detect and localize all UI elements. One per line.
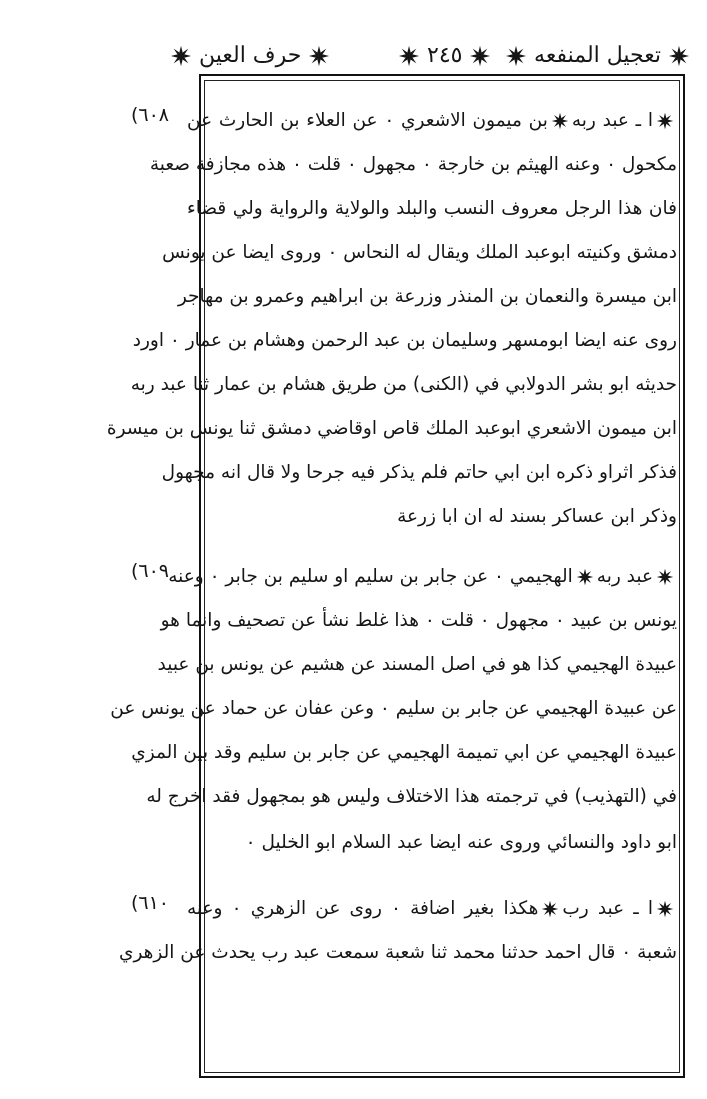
text-line: عن عبيدة الهجيمي عن جابر بن سليم ٠ وعن عفان عن حماد عن يونس عن: [110, 698, 677, 719]
ornament-icon: [308, 45, 330, 67]
page-number: ٢٤٥: [427, 43, 463, 68]
page-number-header: [398, 36, 491, 76]
text-line: فان هذا الرجل معروف النسب والبلد والولاية والرواية ولي قضاء: [187, 198, 677, 219]
ornament-icon: [576, 568, 594, 586]
text-line: دمشق وكنيته ابوعبد الملك ويقال له النحاس ٠ وروى ايضا عن يونس: [162, 242, 677, 263]
entry-text: بن ميمون الاشعري ٠ عن العلاء بن الحارث عن: [187, 110, 548, 131]
ornament-icon: [170, 45, 192, 67]
ornament-icon: [551, 112, 569, 130]
book-title-header: [505, 36, 690, 76]
ornament-icon: [398, 45, 420, 67]
entry-heading: عبد ربه: [596, 566, 653, 587]
text-line: فذكر اثراو ذكره ابن ابي حاتم فلم يذكر فيه جرحا ولا قال انه مجهول: [161, 462, 677, 483]
entry-text: ابو داود والنسائي وروى عنه ايضا عبد السلام ابو الخليل ٠: [245, 832, 677, 853]
ornament-icon: [656, 900, 674, 918]
entry-number: (٦٠٩: [130, 560, 170, 582]
text-line: ابن ميمون الاشعري ابوعبد الملك قاص اوقاضي دمشق ثنا يونس بن ميسرة: [106, 418, 677, 439]
entry-text: هكذا بغير اضافة ٠ روى عن الزهري ٠ وعنه: [187, 898, 539, 919]
chapter-title-header: [170, 36, 330, 76]
ornament-icon: [656, 568, 674, 586]
entry-text: الهجيمي ٠ عن جابر بن سليم او سليم بن جابر ٠ وعنه: [168, 566, 573, 587]
text-line: [168, 560, 677, 594]
text-line: عبيدة الهجيمي كذا هو في اصل المسند عن هشيم عن يونس بن عبيد: [157, 654, 677, 675]
text-line: روى عنه ايضا ابومسهر وسليمان بن عبد الرحمن وهشام بن عمار ٠ اورد: [132, 330, 677, 351]
entry-heading: ا ـ عبد رب: [562, 898, 654, 919]
ornament-icon: [469, 45, 491, 67]
text-line: [187, 892, 677, 926]
book-title-text: تعجيل المنفعه: [534, 43, 661, 68]
text-line: حديثه ابو بشر الدولابي في (الكنى) من طريق هشام بن عمار ثنا عبد ربه: [130, 374, 677, 395]
text-line: مكحول ٠ وعنه الهيثم بن خارجة ٠ مجهول ٠ قلت ٠ هذه مجازفة صعبة: [149, 154, 677, 175]
text-line: عبيدة الهجيمي عن ابي تميمة الهجيمي عن جابر بن سليم وقد بين المزي: [131, 742, 677, 763]
chapter-title-text: حرف العين: [199, 43, 302, 68]
entry-heading: ا ـ عبد ربه: [571, 110, 653, 131]
ornament-icon: [656, 112, 674, 130]
text-line: يونس بن عبيد ٠ مجهول ٠ قلت ٠ هذا غلط نشأ عن تصحيف وانما هو: [160, 610, 677, 631]
ornament-icon: [541, 900, 559, 918]
text-line: [187, 500, 677, 534]
text-line: في (التهذيب) في ترجمته هذا الاختلاف وليس هو بمجهول فقد اخرج له: [146, 786, 677, 807]
entry-number: (٦٠٨: [130, 104, 170, 126]
text-line: [187, 104, 677, 138]
entry-text: وذكر ابن عساكر بسند له ان ابا زرعة: [397, 506, 677, 527]
text-line: ابن ميسرة والنعمان بن المنذر وزرعة بن ابراهيم وعمرو بن مهاجر: [177, 286, 677, 307]
text-line: شعبة ٠ قال احمد حدثنا محمد ثنا شعبة سمعت عبد رب يحدث عن الزهري: [118, 942, 677, 963]
ornament-icon: [668, 45, 690, 67]
entry-number: (٦١٠: [130, 892, 170, 914]
ornament-icon: [505, 45, 527, 67]
text-line: [187, 826, 677, 860]
